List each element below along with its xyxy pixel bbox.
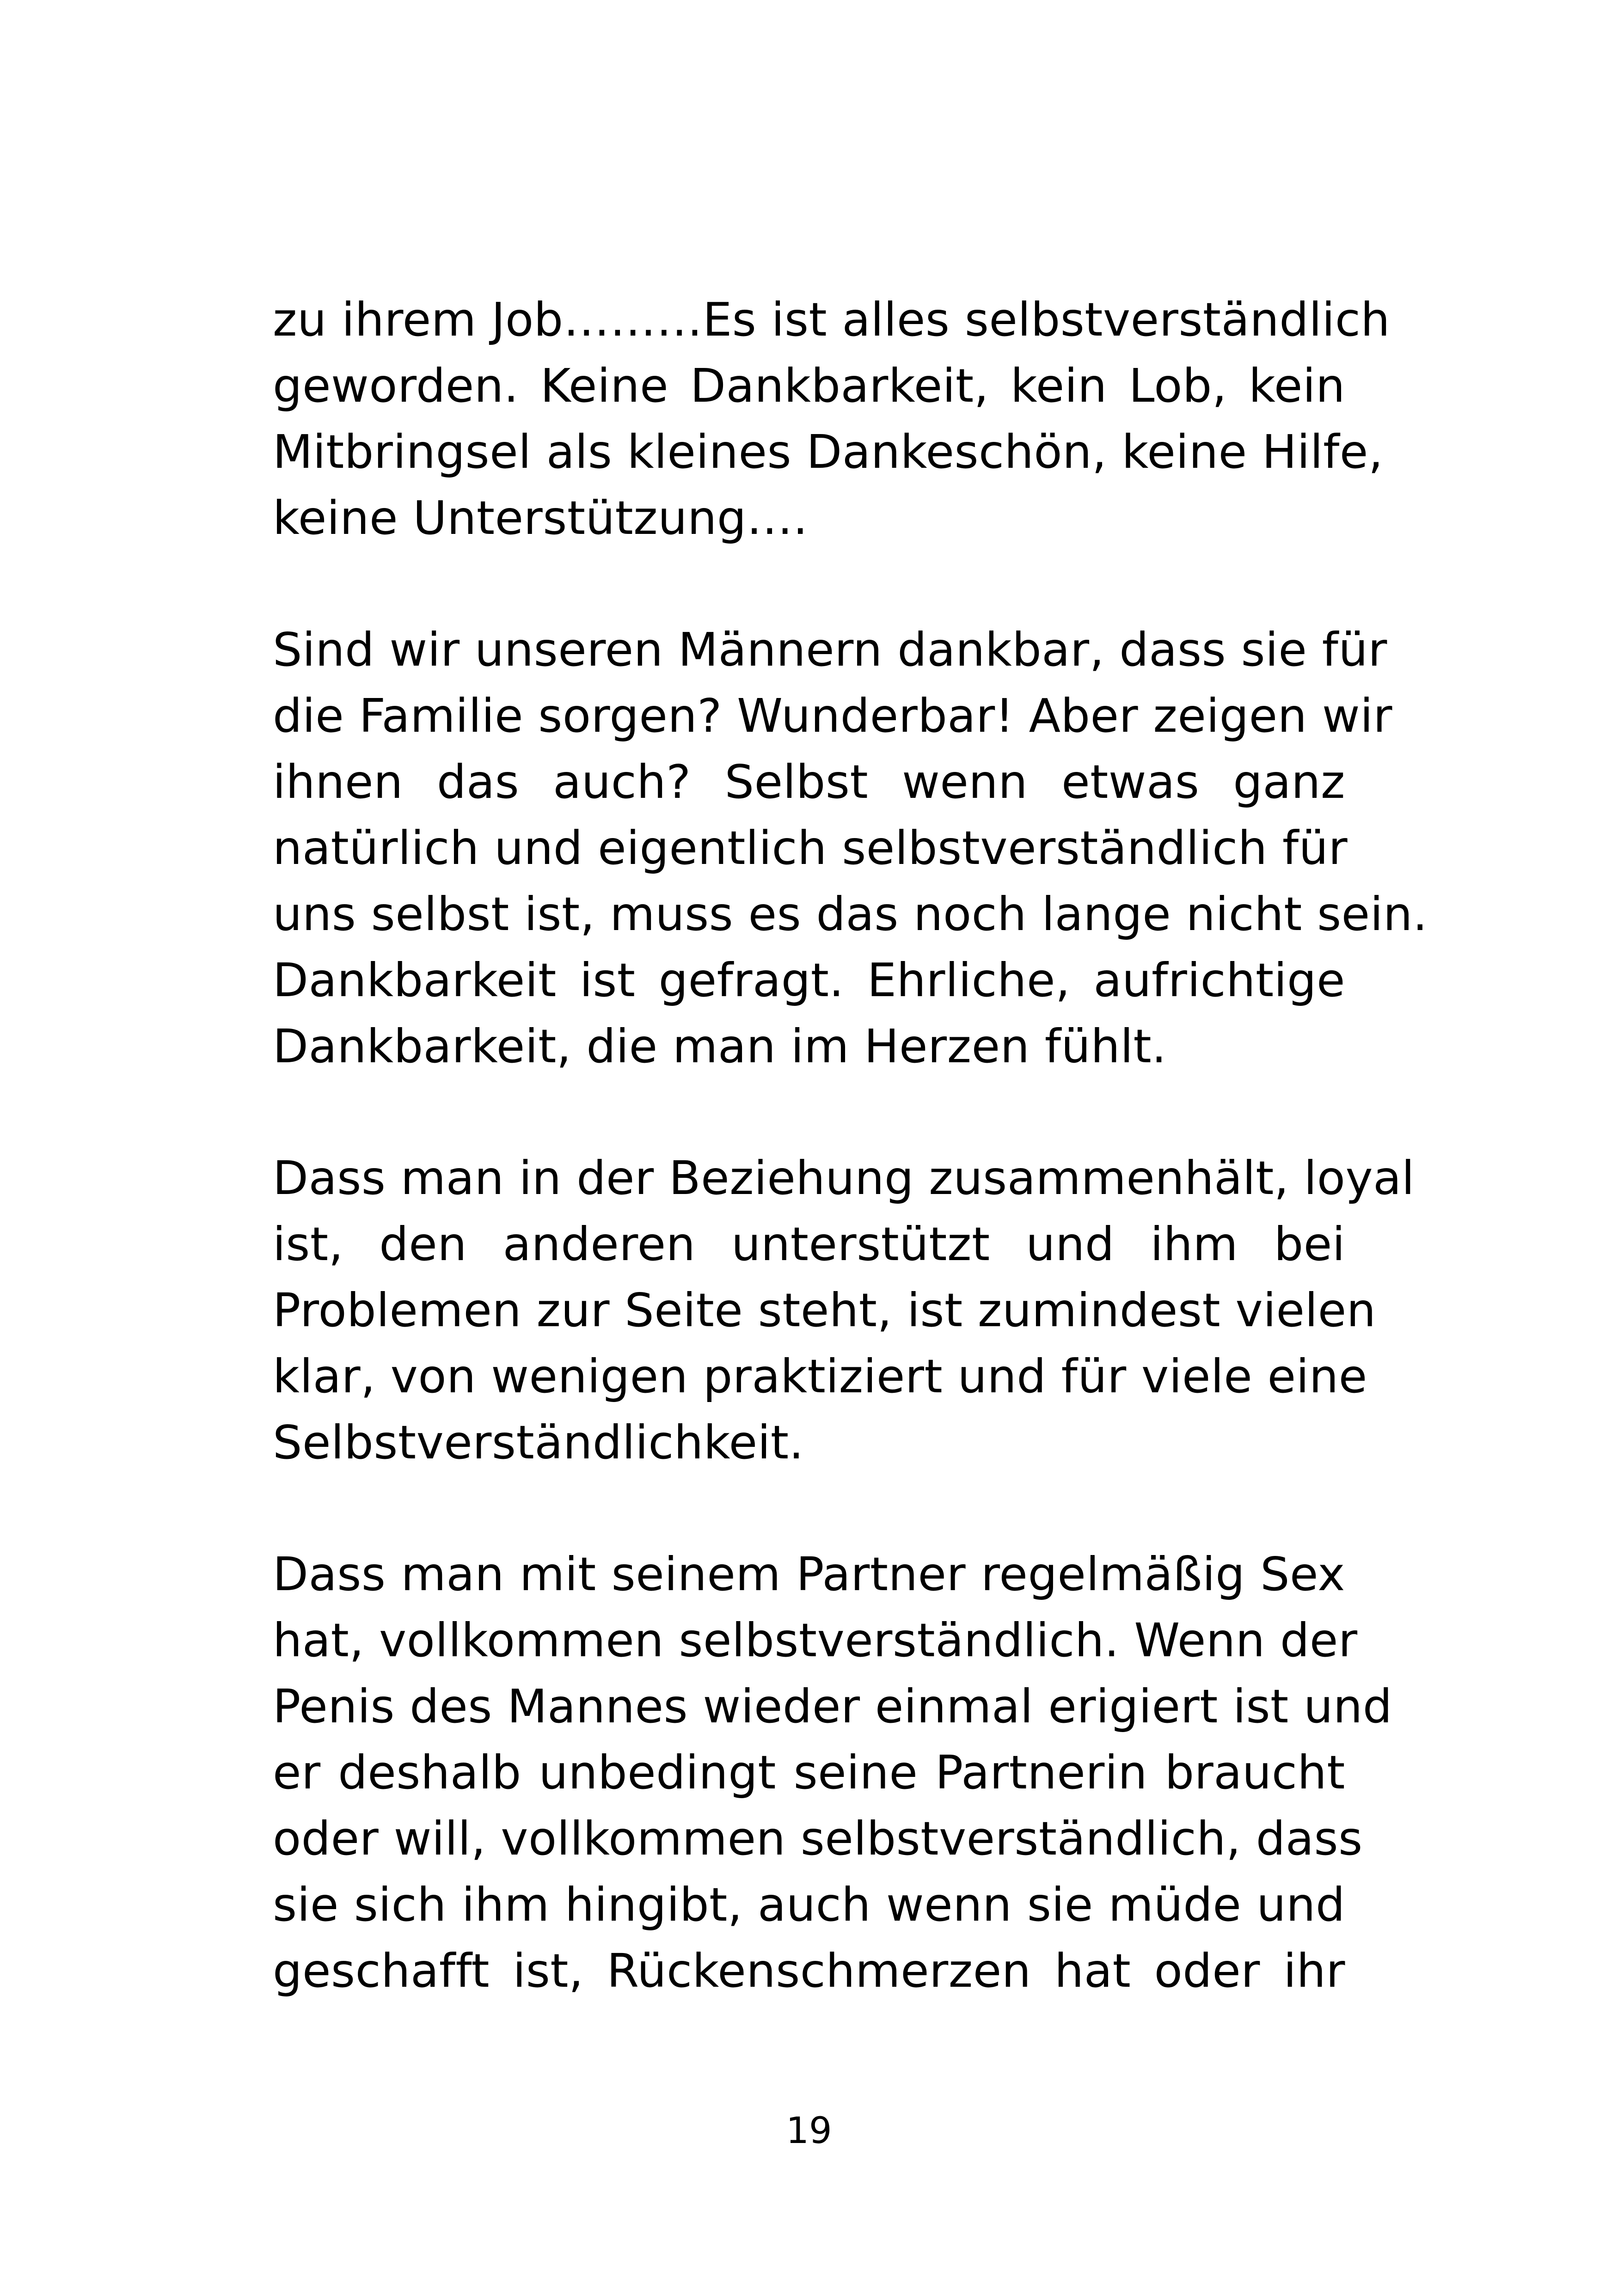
text-line: Dass man in der Beziehung zusammenhält, loyal	[273, 1151, 1415, 1205]
text-line: hat, vollkommen selbstverständlich. Wenn der	[273, 1613, 1358, 1667]
text-line: geschafft ist, Rückenschmerzen hat oder ihr	[273, 1944, 1345, 1998]
text-line: Mitbringsel als kleines Dankeschön, keine Hilfe,	[273, 425, 1384, 479]
paragraph-2	[273, 617, 1428, 1079]
text-line: geworden. Keine Dankbarkeit, kein Lob, kein	[273, 359, 1345, 413]
text-line: er deshalb unbedingt seine Partnerin braucht	[273, 1745, 1345, 1800]
text-line: klar, von wenigen praktiziert und für viele eine	[273, 1349, 1367, 1403]
text-line: keine Unterstützung….	[273, 491, 808, 545]
text-line: Selbstverständlichkeit.	[273, 1415, 804, 1469]
text-line: ihnen das auch? Selbst wenn etwas ganz	[273, 755, 1345, 809]
text-line: Penis des Mannes wieder einmal erigiert ist und	[273, 1679, 1392, 1733]
page-number: 19	[786, 2110, 832, 2152]
text-line: natürlich und eigentlich selbstverständlich für	[273, 821, 1348, 875]
text-line: ist, den anderen unterstützt und ihm bei	[273, 1217, 1345, 1271]
text-column	[273, 287, 1428, 2069]
text-line: oder will, vollkommen selbstverständlich, dass	[273, 1812, 1363, 1866]
text-line: uns selbst ist, muss es das noch lange nicht sein.	[273, 887, 1428, 941]
paragraph-1	[273, 287, 1391, 551]
text-line: Problemen zur Seite steht, ist zumindest vielen	[273, 1283, 1376, 1337]
paragraph-4	[273, 1541, 1392, 2004]
text-line: die Familie sorgen? Wunderbar! Aber zeigen wir	[273, 689, 1393, 743]
text-line: sie sich ihm hingibt, auch wenn sie müde und	[273, 1878, 1345, 1932]
text-line: zu ihrem Job………Es ist alles selbstverständlich	[273, 293, 1391, 347]
text-line: Dankbarkeit ist gefragt. Ehrliche, aufrichtige	[273, 953, 1345, 1007]
paragraph-3	[273, 1145, 1415, 1476]
text-line: Dass man mit seinem Partner regelmäßig Sex	[273, 1547, 1345, 1601]
text-line: Sind wir unseren Männern dankbar, dass sie für	[273, 623, 1387, 677]
text-line: Dankbarkeit, die man im Herzen fühlt.	[273, 1019, 1167, 1073]
